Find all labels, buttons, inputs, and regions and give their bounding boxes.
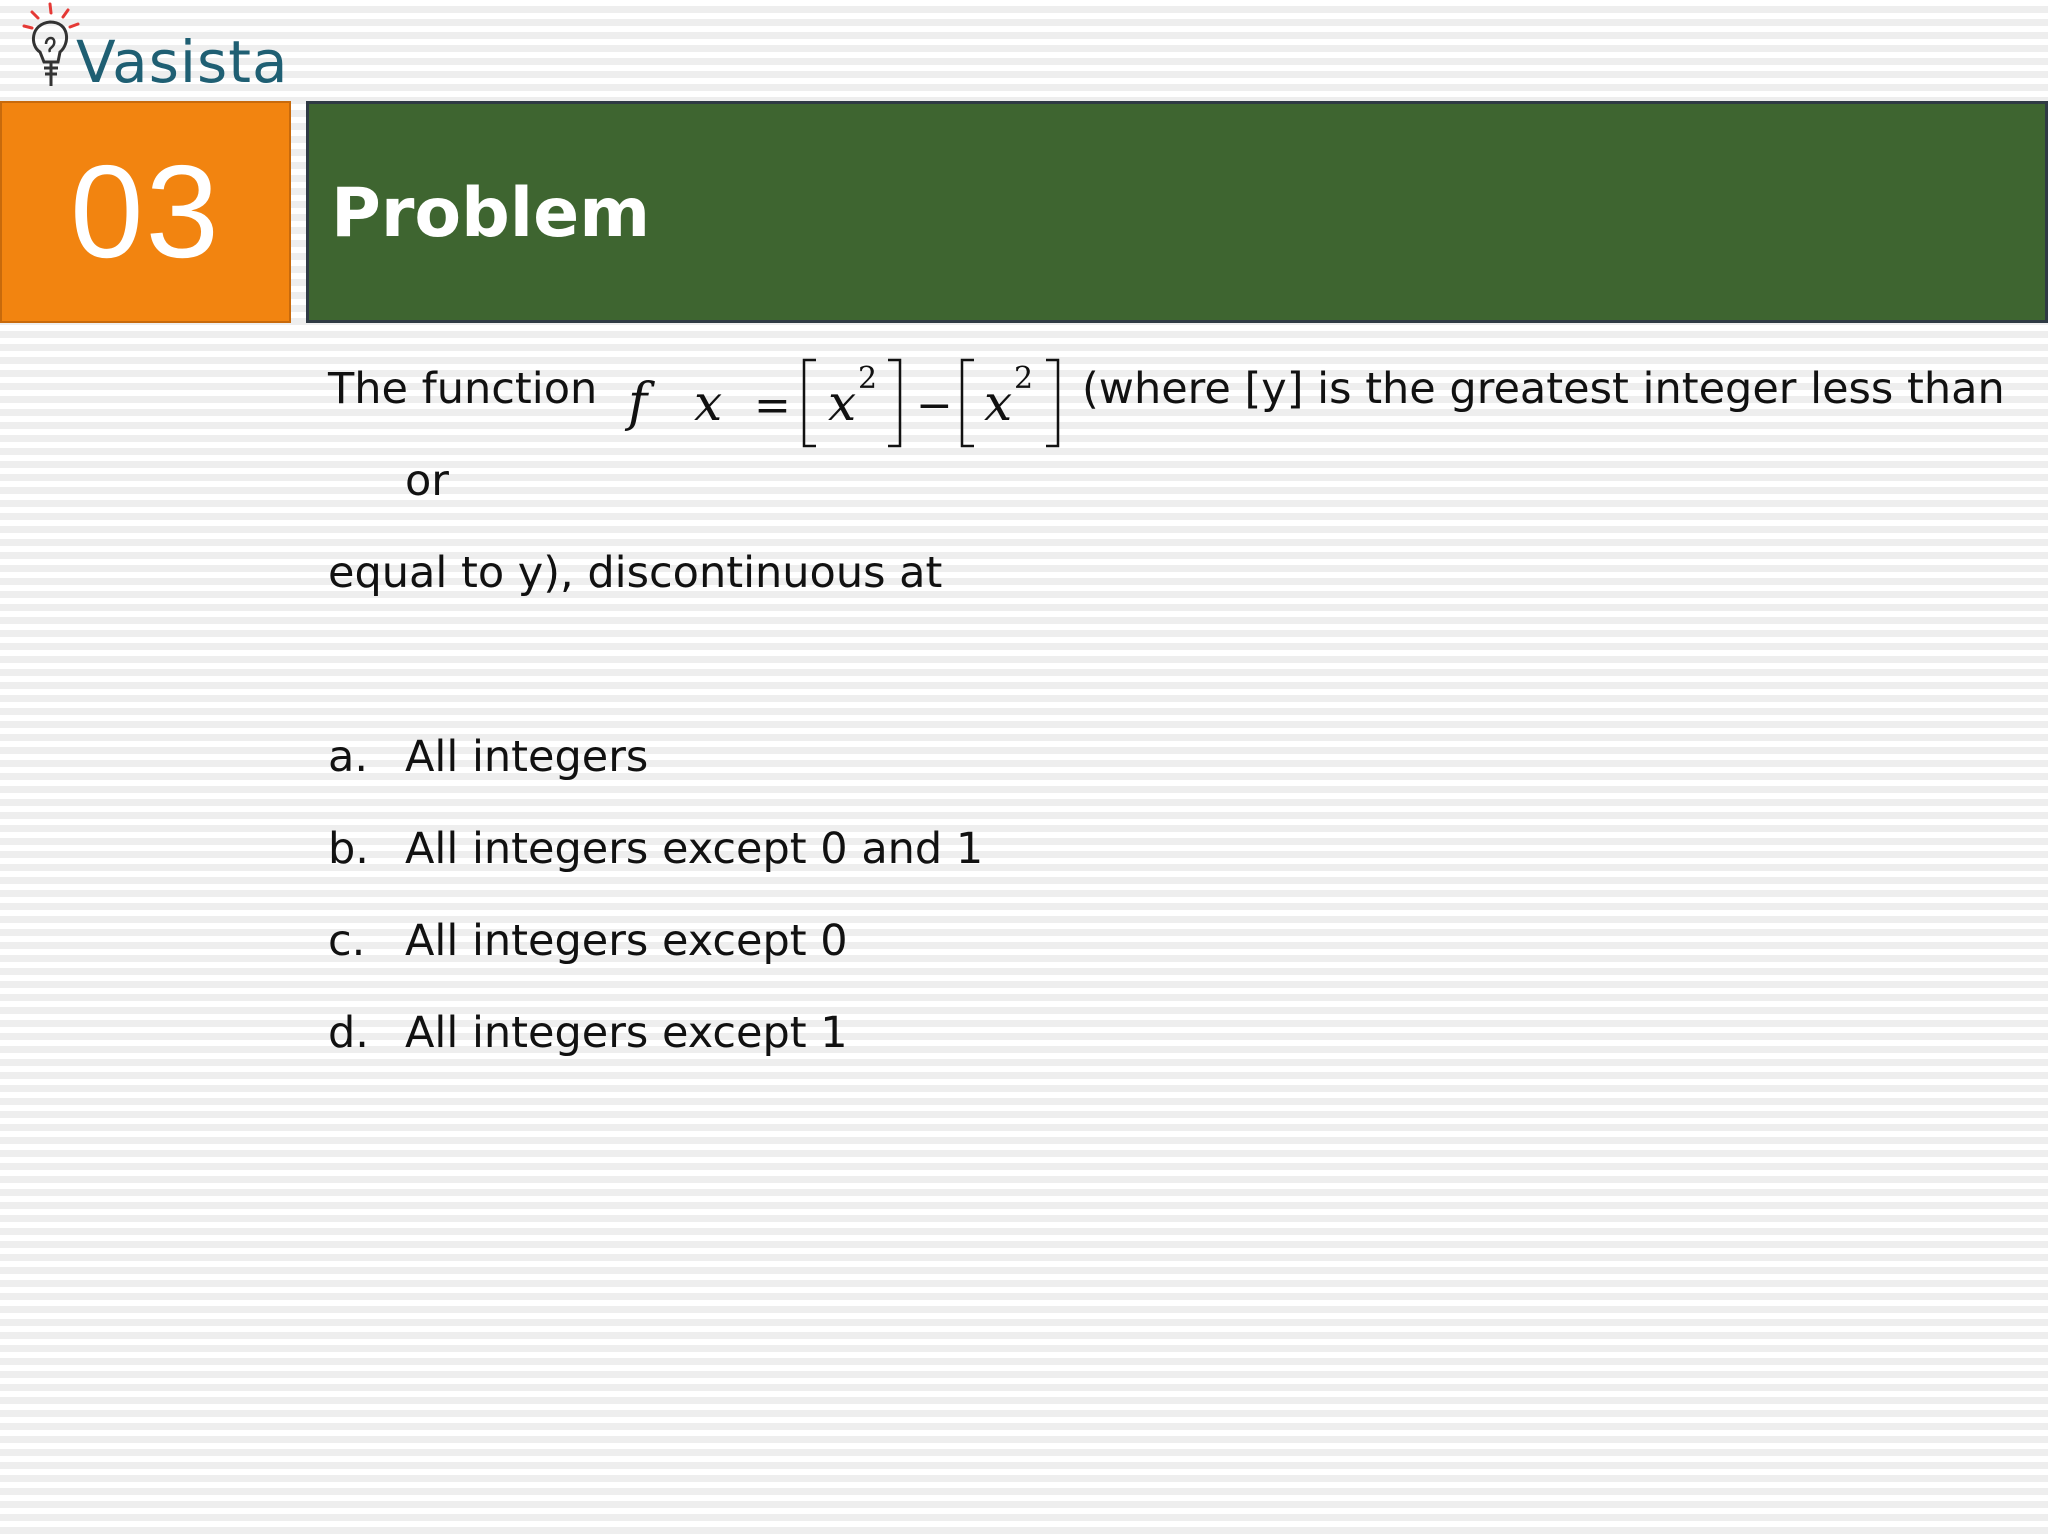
formula-left-bracket-open [804, 360, 816, 446]
formula-right-var: x [984, 374, 1013, 432]
option-text: All integers except 0 and 1 [405, 824, 984, 874]
option-letter: c. [328, 916, 366, 966]
logo-wordmark: Vasista [76, 28, 289, 96]
formula-x: x [694, 374, 723, 432]
slide-title: Problem [331, 174, 651, 253]
formula-right-bracket-open [962, 360, 974, 446]
question-line-2: or [405, 456, 449, 506]
option-b [328, 824, 983, 874]
option-a [328, 732, 648, 782]
slide-number: 03 [70, 138, 221, 285]
question-suffix: (where [y] is the greatest integer less than [1082, 364, 2005, 414]
formula-left-var: x [828, 374, 857, 432]
formula-right-bracket-close [1046, 360, 1058, 446]
option-text: All integers except 0 [405, 916, 848, 966]
option-c [328, 916, 848, 966]
formula-left-bracket-close [888, 360, 900, 446]
option-letter: a. [328, 732, 369, 782]
vasista-logo [18, 0, 288, 96]
question-prefix: The function [328, 364, 598, 414]
formula-f: f [628, 373, 648, 433]
title-bar [306, 101, 2048, 323]
math-formula [618, 354, 1068, 454]
question-line-3: equal to y), discontinuous at [328, 548, 943, 598]
slide-number-box [0, 101, 291, 323]
formula-equals: = [754, 380, 791, 431]
formula-minus: − [916, 380, 953, 431]
formula-right-exp: 2 [1014, 361, 1034, 396]
option-letter: d. [328, 1008, 369, 1058]
option-text: All integers [405, 732, 649, 782]
formula-left-exp: 2 [858, 361, 878, 396]
option-text: All integers except 1 [405, 1008, 848, 1058]
option-letter: b. [328, 824, 369, 874]
option-d [328, 1008, 848, 1058]
